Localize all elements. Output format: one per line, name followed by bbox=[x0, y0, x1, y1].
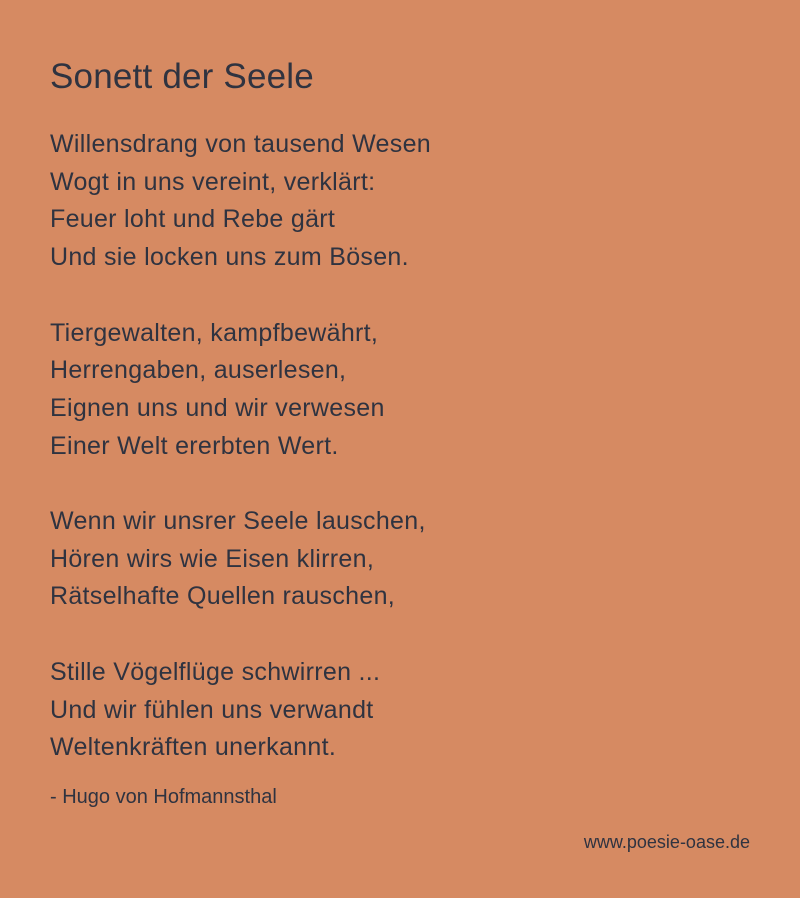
poem-title: Sonett der Seele bbox=[50, 57, 314, 96]
poem-line: Herrengaben, auserlesen, bbox=[50, 356, 347, 385]
poem-line: Rätselhafte Quellen rauschen, bbox=[50, 582, 396, 611]
poem-line: Wenn wir unsrer Seele lauschen, bbox=[50, 507, 426, 535]
poem-line: Tiergewalten, kampfbewährt, bbox=[50, 318, 379, 347]
poem-line: Und wir fühlen uns verwandt bbox=[50, 695, 374, 724]
poem-line: Willensdrang von tausend Wesen bbox=[50, 130, 431, 158]
stanza bbox=[50, 315, 431, 466]
poem-line: Und sie locken uns zum Bösen. bbox=[50, 243, 409, 272]
stanza bbox=[50, 126, 431, 277]
poem-line: Wogt in uns vereint, verklärt: bbox=[50, 167, 376, 196]
poem-body bbox=[50, 126, 431, 805]
stanza bbox=[50, 503, 431, 616]
poem-author: - Hugo von Hofmannsthal bbox=[50, 786, 277, 808]
poem-line: Hören wirs wie Eisen klirren, bbox=[50, 544, 375, 573]
website-watermark: www.poesie-oase.de bbox=[583, 832, 750, 852]
poem-line: Eignen uns und wir verwesen bbox=[50, 393, 385, 422]
poem-line: Weltenkräften unerkannt. bbox=[50, 733, 337, 762]
poem-line: Stille Vögelflüge schwirren ... bbox=[50, 657, 381, 686]
stanza bbox=[50, 654, 431, 767]
poem-line: Einer Welt ererbten Wert. bbox=[50, 431, 339, 460]
poem-line: Feuer loht und Rebe gärt bbox=[50, 205, 336, 234]
